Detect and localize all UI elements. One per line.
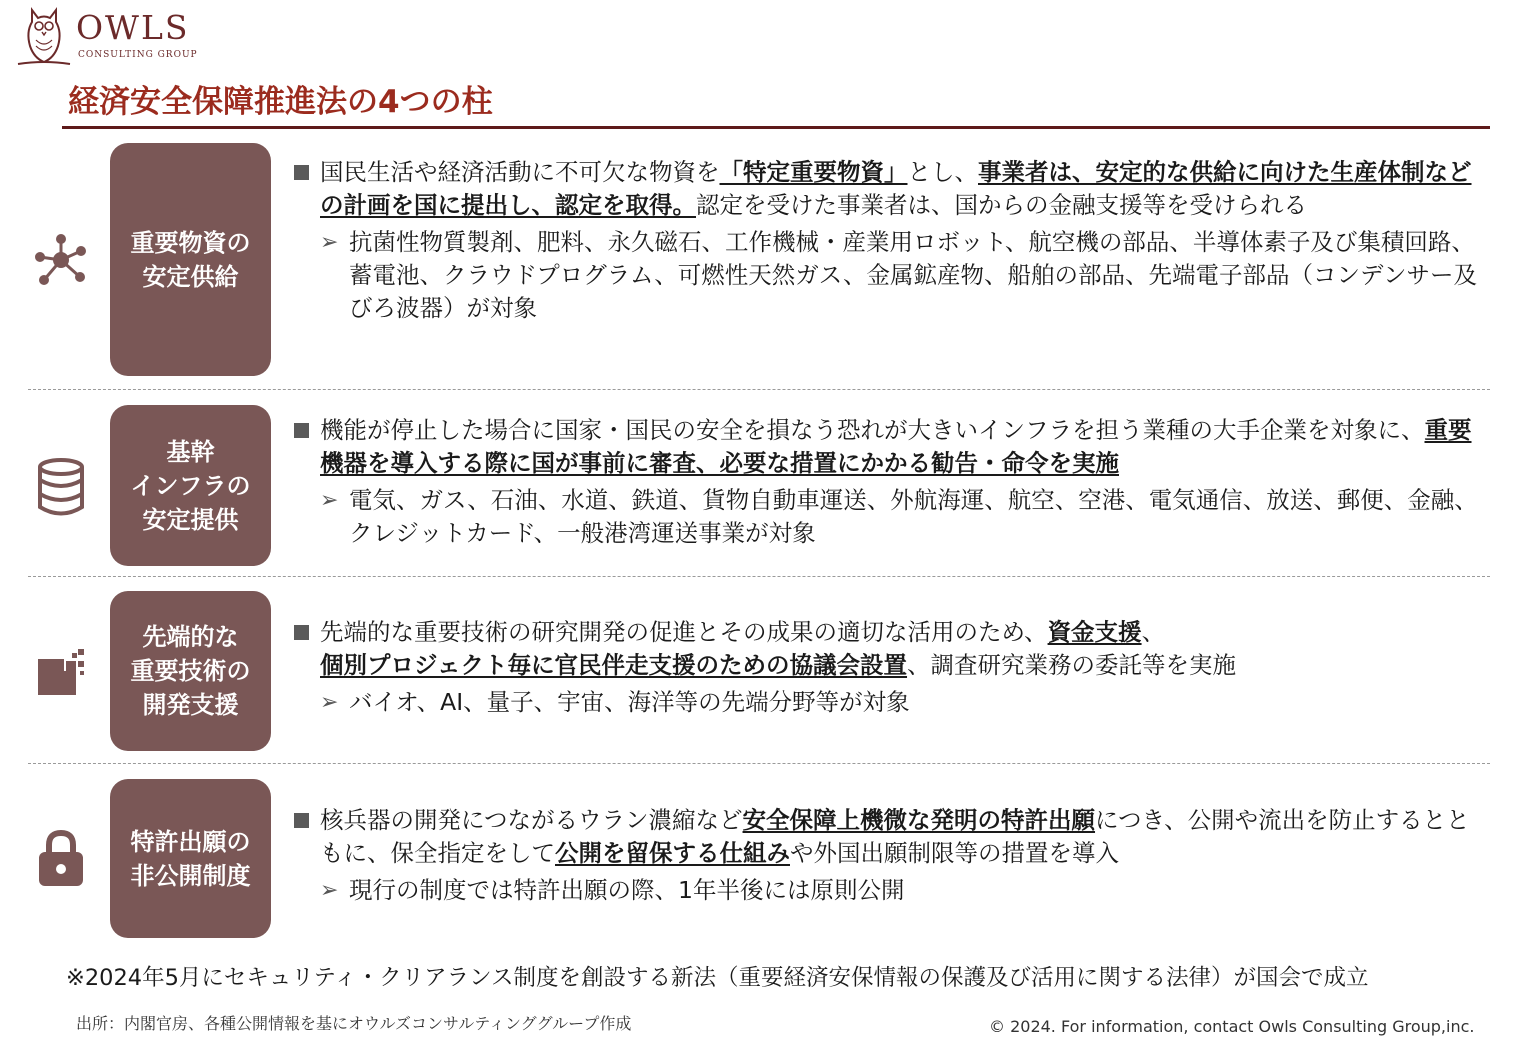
body-text: や外国出願制限等の措置を導入: [790, 839, 1119, 867]
label-line: 重要物資の: [130, 228, 251, 257]
pillar-sub-item: [292, 686, 1482, 719]
company-logo: [14, 4, 214, 68]
emphasis-text: 資金支援: [1047, 618, 1142, 646]
emphasis-text: 安全保障上機微な発明の特許出願: [742, 806, 1096, 834]
label-line: 重要技術の: [130, 657, 251, 685]
body-text: 国民生活や経済活動に不可欠な物資を: [320, 158, 720, 186]
label-line: 安定提供: [142, 505, 239, 534]
body-text: 、調査研究業務の委託等を実施: [907, 651, 1237, 679]
emphasis-text: 「特定重要物資」: [719, 158, 908, 186]
pillar-bullet: [292, 414, 1482, 480]
owl-icon: [14, 4, 74, 68]
copyright-note: © 2024. For information, contact Owls Consulting Group,inc.: [989, 1017, 1475, 1036]
database-icon: [34, 458, 88, 512]
body-text: 認定を受けた事業者は、国からの金融支援等を受けられる: [696, 191, 1307, 219]
body-text: 、: [1141, 618, 1166, 646]
label-line: 開発支援: [142, 691, 239, 719]
pillar-bullet: [292, 804, 1482, 870]
source-note: 出所：内閣官房、各種公開情報を基にオウルズコンサルティンググループ作成: [76, 1014, 632, 1033]
pillar-sub-item: [292, 484, 1482, 550]
pillar-content-patent: [292, 804, 1482, 907]
pillar-label-patent: [110, 779, 271, 938]
sub-item-text: 現行の制度では特許出願の際、1年半後には原則公開: [349, 876, 905, 904]
label-line: インフラの: [130, 471, 251, 500]
arrow-bullet-icon: ➢: [320, 878, 339, 903]
row-separator: [28, 763, 1490, 764]
body-text: 核兵器の開発につながるウラン濃縮など: [320, 806, 743, 834]
page-title: 経済安全保障推進法の4つの柱: [68, 84, 493, 120]
emphasis-text: 重要機器を導入する際に国が事前に審査、必要な措置にかかる勧告・命令を実施: [320, 416, 1472, 477]
label-line: 基幹: [166, 437, 215, 466]
row-separator: [28, 389, 1490, 390]
body-text: につき、公開や流出を防止するとともに、保全指定をして: [320, 806, 1470, 867]
body-text: とし、: [907, 158, 978, 186]
pillar-sub-item: [292, 874, 1482, 907]
pillar-label-supply: [110, 143, 271, 376]
network-nodes-icon: [34, 233, 88, 287]
footnote: ※2024年5月にセキュリティ・クリアランス制度を創設する新法（重要経済安保情報の保護及び活用に関する法律）が国会で成立: [66, 965, 1369, 991]
sub-item-text: 電気、ガス、石油、水道、鉄道、貨物自動車運送、外航海運、航空、空港、電気通信、放送、郵便、金融、クレジットカード、一般港湾運送事業が対象: [349, 486, 1478, 547]
logo-wordmark: OWLS: [76, 8, 190, 47]
pillar-label-infrastructure: [110, 405, 271, 566]
pillar-content-technology: [292, 616, 1482, 719]
pillar-sub-item: [292, 226, 1482, 325]
body-text: 機能が停止した場合に国家・国民の安全を損なう恐れが大きいインフラを担う業種の大手企業を対象に、: [320, 416, 1425, 444]
sub-item-text: 抗菌性物質製剤、肥料、永久磁石、工作機械・産業用ロボット、航空機の部品、半導体素子及び集積回路、蓄電池、クラウドプログラム、可燃性天然ガス、金属鉱産物、船舶の部品、先端電子部品（コンデンサー及びろ波器）が対象: [349, 228, 1477, 322]
title-underline: [62, 126, 1490, 129]
row-separator: [28, 576, 1490, 577]
label-line: 特許出願の: [130, 827, 251, 856]
pillar-content-supply: [292, 156, 1482, 325]
label-line: 安定供給: [142, 262, 239, 291]
padlock-icon: [36, 828, 90, 882]
pillar-bullet: [292, 616, 1482, 682]
arrow-bullet-icon: ➢: [320, 488, 339, 513]
logo-subtitle: CONSULTING GROUP: [78, 50, 198, 60]
pixel-blocks-icon: [34, 645, 88, 699]
emphasis-text: 公開を留保する仕組み: [555, 839, 790, 867]
emphasis-text: 事業者は、安定的な供給に向けた生産体制などの計画を国に提出し、認定を取得。: [320, 158, 1472, 219]
sub-item-text: バイオ、AI、量子、宇宙、海洋等の先端分野等が対象: [349, 688, 910, 716]
label-line: 先端的な: [142, 623, 239, 651]
arrow-bullet-icon: ➢: [320, 230, 339, 255]
pillar-label-technology: [110, 591, 271, 751]
pillar-content-infrastructure: [292, 414, 1482, 550]
pillar-bullet: [292, 156, 1482, 222]
body-text: 先端的な重要技術の研究開発の促進とその成果の適切な活用のため、: [320, 618, 1048, 646]
label-line: 非公開制度: [130, 861, 251, 890]
arrow-bullet-icon: ➢: [320, 690, 339, 715]
emphasis-text: 個別プロジェクト毎に官民伴走支援のための協議会設置: [320, 651, 908, 679]
